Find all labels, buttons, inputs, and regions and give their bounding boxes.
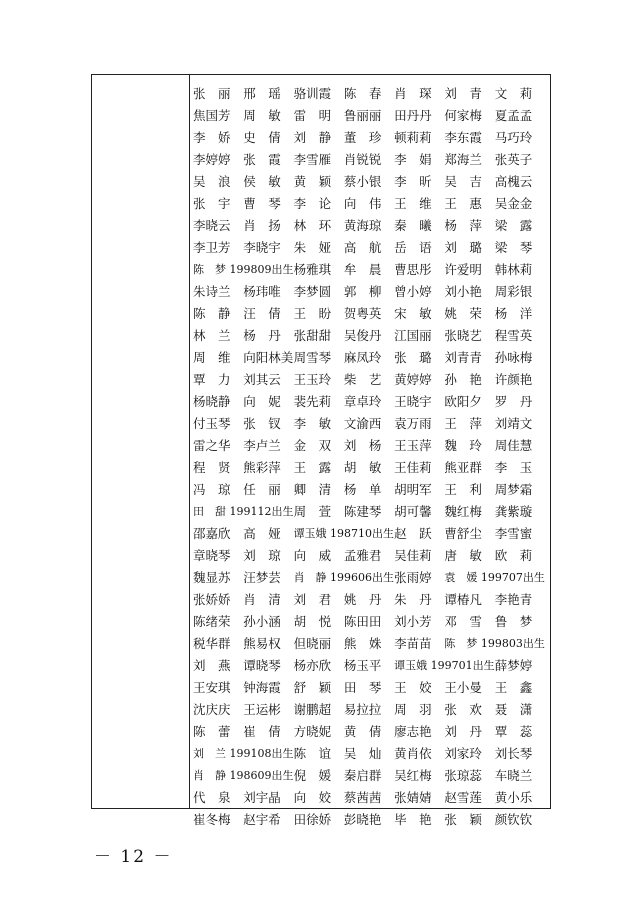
name-cell: 马巧玲 bbox=[494, 130, 533, 145]
name-cell: 张甜甜 bbox=[293, 328, 332, 343]
name-cell: 吴金金 bbox=[494, 196, 533, 211]
name-cell: 李雪雁 bbox=[293, 152, 332, 167]
name-cell: 梁 琴 bbox=[494, 240, 533, 255]
name-cell: 黄海琼 bbox=[343, 218, 382, 233]
name-cell: 覃 蕊 bbox=[494, 724, 533, 739]
name-row bbox=[193, 742, 545, 764]
name-cell: 谭玉娥 198710出生 bbox=[293, 527, 395, 540]
name-cell: 肖 静 198609出生 bbox=[193, 769, 294, 782]
name-cell: 方晓妮 bbox=[293, 724, 332, 739]
name-row bbox=[193, 632, 545, 654]
name-cell: 夏孟孟 bbox=[494, 108, 533, 123]
name-row bbox=[193, 192, 545, 214]
name-cell: 聂 潇 bbox=[494, 702, 533, 717]
name-cell: 胡 敏 bbox=[343, 460, 382, 475]
name-cell: 周 维 bbox=[193, 350, 231, 365]
name-list bbox=[193, 82, 545, 830]
name-cell: 罗 丹 bbox=[494, 394, 533, 409]
name-cell: 黄婷婷 bbox=[394, 372, 432, 387]
name-row bbox=[193, 566, 545, 588]
name-cell: 刘小芳 bbox=[394, 614, 432, 629]
name-cell: 何家梅 bbox=[444, 108, 482, 123]
name-cell: 陈田田 bbox=[343, 614, 382, 629]
name-cell: 张 颖 bbox=[444, 812, 482, 827]
name-cell: 刘 璐 bbox=[444, 240, 482, 255]
name-cell: 文渝西 bbox=[343, 416, 382, 431]
name-cell: 汪 倩 bbox=[243, 306, 281, 321]
name-cell: 陈绪荣 bbox=[193, 614, 231, 629]
name-cell: 卿 清 bbox=[293, 482, 332, 497]
name-cell: 李 娟 bbox=[394, 152, 432, 167]
name-cell: 曹思彤 bbox=[394, 262, 432, 277]
name-row bbox=[193, 456, 545, 478]
name-cell: 向 威 bbox=[293, 548, 332, 563]
name-row bbox=[193, 302, 545, 324]
name-row bbox=[193, 104, 545, 126]
name-cell: 杨 单 bbox=[343, 482, 382, 497]
name-cell: 陈建琴 bbox=[343, 504, 382, 519]
name-cell: 吴俊丹 bbox=[343, 328, 382, 343]
name-cell: 张晓艺 bbox=[444, 328, 482, 343]
name-row bbox=[193, 82, 545, 104]
name-cell: 孟雅君 bbox=[343, 548, 382, 563]
name-cell: 龚紫璇 bbox=[494, 504, 533, 519]
name-cell: 王佳莉 bbox=[394, 460, 432, 475]
name-cell: 周 萱 bbox=[293, 504, 332, 519]
name-cell: 周 敏 bbox=[243, 108, 281, 123]
name-cell: 吴 浪 bbox=[193, 174, 231, 189]
name-cell: 周梦霜 bbox=[494, 482, 533, 497]
name-cell: 廖志艳 bbox=[394, 724, 432, 739]
name-cell: 黄 颖 bbox=[293, 174, 332, 189]
name-cell: 薛梦婷 bbox=[494, 658, 533, 673]
name-cell: 程 贤 bbox=[193, 460, 231, 475]
name-cell: 赵雪莲 bbox=[444, 790, 482, 805]
name-row bbox=[193, 434, 545, 456]
name-cell: 张 钗 bbox=[243, 416, 281, 431]
name-cell: 吴红梅 bbox=[394, 768, 432, 783]
name-cell: 车晓兰 bbox=[494, 768, 533, 783]
name-cell: 崔 倩 bbox=[243, 724, 281, 739]
name-cell: 胡 悦 bbox=[293, 614, 332, 629]
name-cell: 朱 丹 bbox=[394, 592, 432, 607]
name-cell: 李 论 bbox=[293, 196, 332, 211]
name-cell: 易拉拉 bbox=[343, 702, 382, 717]
name-cell: 韩林莉 bbox=[494, 262, 533, 277]
name-cell: 高槐云 bbox=[494, 174, 533, 189]
name-cell: 李 玉 bbox=[494, 460, 533, 475]
name-row bbox=[193, 654, 545, 676]
name-row bbox=[193, 478, 545, 500]
name-cell: 章晓琴 bbox=[193, 548, 231, 563]
name-cell: 田徐娇 bbox=[293, 812, 332, 827]
name-cell: 牟 晨 bbox=[343, 262, 382, 277]
name-cell: 谭晓琴 bbox=[243, 658, 281, 673]
name-cell: 张 丽 bbox=[193, 86, 231, 101]
name-cell: 田 琴 bbox=[343, 680, 382, 695]
name-cell: 欧阳夕 bbox=[444, 394, 482, 409]
name-cell: 陈 梦 199803出生 bbox=[444, 637, 545, 650]
name-cell: 孙小涵 bbox=[243, 614, 281, 629]
name-cell: 王 惠 bbox=[444, 196, 482, 211]
name-cell: 肖 清 bbox=[243, 592, 281, 607]
name-cell: 王 鑫 bbox=[494, 680, 533, 695]
name-cell: 高 航 bbox=[343, 240, 382, 255]
name-cell: 肖 静 199606出生 bbox=[293, 571, 395, 584]
name-cell: 王运彬 bbox=[243, 702, 281, 717]
name-cell: 欧 莉 bbox=[494, 548, 533, 563]
name-row bbox=[193, 280, 545, 302]
name-cell: 袁 媛 199707出生 bbox=[444, 571, 545, 584]
name-cell: 李东霞 bbox=[444, 130, 482, 145]
name-cell: 姚 荣 bbox=[444, 306, 482, 321]
name-cell: 崔冬梅 bbox=[193, 812, 231, 827]
name-cell: 文 莉 bbox=[494, 86, 533, 101]
name-cell: 熊易权 bbox=[243, 636, 281, 651]
name-cell: 谭玉娥 199701出生 bbox=[394, 659, 495, 672]
name-cell: 王玉萍 bbox=[394, 438, 432, 453]
name-cell: 王晓宇 bbox=[394, 394, 432, 409]
name-cell: 贺粤英 bbox=[343, 306, 382, 321]
name-cell: 孙咏梅 bbox=[494, 350, 533, 365]
name-cell: 蔡小银 bbox=[343, 174, 382, 189]
name-cell: 唐 敏 bbox=[444, 548, 482, 563]
name-cell: 沈庆庆 bbox=[193, 702, 231, 717]
name-cell: 魏 玲 bbox=[444, 438, 482, 453]
name-cell: 杨玉平 bbox=[343, 658, 382, 673]
name-cell: 田 甜 199112出生 bbox=[193, 505, 294, 518]
name-cell: 秦启群 bbox=[343, 768, 382, 783]
name-cell: 刘 静 bbox=[293, 130, 332, 145]
name-cell: 刘 杨 bbox=[343, 438, 382, 453]
name-cell: 章卓玲 bbox=[343, 394, 382, 409]
name-cell: 鲁丽丽 bbox=[343, 108, 382, 123]
name-cell: 刘宇晶 bbox=[243, 790, 281, 805]
name-cell: 张 欢 bbox=[444, 702, 482, 717]
name-row bbox=[193, 390, 545, 412]
name-cell: 雷之华 bbox=[193, 438, 231, 453]
name-cell: 麻凤玲 bbox=[343, 350, 382, 365]
name-cell: 李 昕 bbox=[394, 174, 432, 189]
name-cell: 张娇娇 bbox=[193, 592, 231, 607]
name-row bbox=[193, 170, 545, 192]
name-row bbox=[193, 720, 545, 742]
name-cell: 李晓云 bbox=[193, 218, 231, 233]
name-cell: 陈 梦 199809出生 bbox=[193, 263, 294, 276]
name-cell: 林 环 bbox=[293, 218, 332, 233]
name-cell: 李 敏 bbox=[293, 416, 332, 431]
name-row bbox=[193, 500, 545, 522]
name-row bbox=[193, 588, 545, 610]
name-cell: 李雪蜜 bbox=[494, 526, 533, 541]
name-cell: 倪 媛 bbox=[293, 768, 332, 783]
name-row bbox=[193, 148, 545, 170]
name-cell: 雷 明 bbox=[293, 108, 332, 123]
name-cell: 侯 敏 bbox=[243, 174, 281, 189]
name-cell: 程雪英 bbox=[494, 328, 533, 343]
name-cell: 熊彩萍 bbox=[243, 460, 281, 475]
name-cell: 李卢兰 bbox=[243, 438, 281, 453]
name-cell: 王玉玲 bbox=[293, 372, 332, 387]
name-cell: 刘靖文 bbox=[494, 416, 533, 431]
name-cell: 刘青青 bbox=[444, 350, 482, 365]
name-cell: 毕 艳 bbox=[394, 812, 432, 827]
name-cell: 杨 萍 bbox=[444, 218, 482, 233]
name-row bbox=[193, 236, 545, 258]
table-column-divider bbox=[189, 75, 190, 808]
name-cell: 李艳青 bbox=[494, 592, 533, 607]
name-row bbox=[193, 610, 545, 632]
name-cell: 熊亚群 bbox=[444, 460, 482, 475]
name-cell: 刘 燕 bbox=[193, 658, 231, 673]
name-cell: 梁 露 bbox=[494, 218, 533, 233]
name-cell: 陈 谊 bbox=[293, 746, 332, 761]
name-cell: 焦国芳 bbox=[193, 108, 231, 123]
name-cell: 周雪琴 bbox=[293, 350, 332, 365]
name-cell: 杨晓静 bbox=[193, 394, 231, 409]
name-cell: 郑海兰 bbox=[444, 152, 482, 167]
name-cell: 税华群 bbox=[193, 636, 231, 651]
name-cell: 魏红梅 bbox=[444, 504, 482, 519]
name-cell: 刘 青 bbox=[444, 86, 482, 101]
name-cell: 张婧婧 bbox=[394, 790, 432, 805]
name-cell: 曹舒尘 bbox=[444, 526, 482, 541]
name-cell: 周彩银 bbox=[494, 284, 533, 299]
name-cell: 刘 君 bbox=[293, 592, 332, 607]
name-cell: 谢鹏超 bbox=[293, 702, 332, 717]
name-cell: 吴佳莉 bbox=[394, 548, 432, 563]
name-cell: 田丹丹 bbox=[394, 108, 432, 123]
name-cell: 林 兰 bbox=[193, 328, 231, 343]
name-cell: 张 宇 bbox=[193, 196, 231, 211]
name-cell: 熊 姝 bbox=[343, 636, 382, 651]
name-cell: 杨雅琪 bbox=[293, 262, 332, 277]
name-cell: 张 霞 bbox=[243, 152, 281, 167]
name-cell: 赵宇希 bbox=[243, 812, 281, 827]
name-cell: 杨玮唯 bbox=[243, 284, 281, 299]
name-cell: 刘小艳 bbox=[444, 284, 482, 299]
name-cell: 向 妮 bbox=[243, 394, 281, 409]
name-cell: 杨 丹 bbox=[243, 328, 281, 343]
name-cell: 胡明军 bbox=[394, 482, 432, 497]
name-cell: 王 盼 bbox=[293, 306, 332, 321]
name-cell: 李婷婷 bbox=[193, 152, 231, 167]
name-row bbox=[193, 808, 545, 830]
name-cell: 姚 丹 bbox=[343, 592, 382, 607]
name-cell: 黄 倩 bbox=[343, 724, 382, 739]
name-cell: 向 姣 bbox=[293, 790, 332, 805]
name-cell: 刘 兰 199108出生 bbox=[193, 747, 294, 760]
name-cell: 邵嘉欣 bbox=[193, 526, 231, 541]
name-cell: 张雨婷 bbox=[394, 570, 432, 585]
name-cell: 杨亦欣 bbox=[293, 658, 332, 673]
name-cell: 刘其云 bbox=[243, 372, 281, 387]
name-cell: 向阳林美 bbox=[243, 350, 294, 365]
name-cell: 王 露 bbox=[293, 460, 332, 475]
name-cell: 陈 静 bbox=[193, 306, 231, 321]
name-row bbox=[193, 676, 545, 698]
name-cell: 吴 灿 bbox=[343, 746, 382, 761]
name-cell: 袁万雨 bbox=[394, 416, 432, 431]
name-cell: 李晓宇 bbox=[243, 240, 281, 255]
name-cell: 王 利 bbox=[444, 482, 482, 497]
name-cell: 郭 柳 bbox=[343, 284, 382, 299]
name-cell: 钟海霞 bbox=[243, 680, 281, 695]
name-cell: 周佳慧 bbox=[494, 438, 533, 453]
name-cell: 向 伟 bbox=[343, 196, 382, 211]
name-cell: 蔡茜茜 bbox=[343, 790, 382, 805]
name-row bbox=[193, 324, 545, 346]
name-cell: 刘家玲 bbox=[444, 746, 482, 761]
name-cell: 董 珍 bbox=[343, 130, 382, 145]
name-cell: 魏显苏 bbox=[193, 570, 231, 585]
name-cell: 陈 春 bbox=[343, 86, 382, 101]
name-cell: 鲁 梦 bbox=[494, 614, 533, 629]
name-cell: 刘 琼 bbox=[243, 548, 281, 563]
name-cell: 岳 语 bbox=[394, 240, 432, 255]
name-cell: 张 璐 bbox=[394, 350, 432, 365]
name-cell: 骆训霞 bbox=[293, 86, 332, 101]
name-row bbox=[193, 544, 545, 566]
name-cell: 彭晓艳 bbox=[343, 812, 382, 827]
name-cell: 肖锐锐 bbox=[343, 152, 382, 167]
name-cell: 李 娇 bbox=[193, 130, 231, 145]
name-row bbox=[193, 698, 545, 720]
name-cell: 谭椿凡 bbox=[444, 592, 482, 607]
name-cell: 陈 蕾 bbox=[193, 724, 231, 739]
name-cell: 王安琪 bbox=[193, 680, 231, 695]
name-cell: 朱 娅 bbox=[293, 240, 332, 255]
name-cell: 曾小婷 bbox=[394, 284, 432, 299]
name-row bbox=[193, 126, 545, 148]
name-cell: 李梦圆 bbox=[293, 284, 332, 299]
name-cell: 黄肖依 bbox=[394, 746, 432, 761]
name-cell: 江国丽 bbox=[394, 328, 432, 343]
name-cell: 王 萍 bbox=[444, 416, 482, 431]
name-cell: 朱诗兰 bbox=[193, 284, 231, 299]
name-cell: 曹 琴 bbox=[243, 196, 281, 211]
name-row bbox=[193, 522, 545, 544]
name-cell: 颜钦钦 bbox=[494, 812, 533, 827]
name-cell: 邓 雪 bbox=[444, 614, 482, 629]
name-cell: 肖 琛 bbox=[394, 86, 432, 101]
name-cell: 周 羽 bbox=[394, 702, 432, 717]
name-row bbox=[193, 258, 545, 280]
name-cell: 邢 瑶 bbox=[243, 86, 281, 101]
name-cell: 杨 洋 bbox=[494, 306, 533, 321]
name-cell: 史 倩 bbox=[243, 130, 281, 145]
page-number: － 12 － bbox=[94, 847, 173, 867]
name-cell: 覃 力 bbox=[193, 372, 231, 387]
name-cell: 宋 敏 bbox=[394, 306, 432, 321]
name-cell: 高 娅 bbox=[243, 526, 281, 541]
name-row bbox=[193, 214, 545, 236]
name-cell: 孙 艳 bbox=[444, 372, 482, 387]
name-cell: 许爱明 bbox=[444, 262, 482, 277]
name-cell: 李卫芳 bbox=[193, 240, 231, 255]
name-cell: 裴先莉 bbox=[293, 394, 332, 409]
name-cell: 秦 曦 bbox=[394, 218, 432, 233]
name-cell: 刘长琴 bbox=[494, 746, 533, 761]
name-cell: 金 双 bbox=[293, 438, 332, 453]
name-cell: 赵 跃 bbox=[394, 526, 432, 541]
name-row bbox=[193, 346, 545, 368]
name-cell: 张琼蕊 bbox=[444, 768, 482, 783]
name-cell: 舒 颖 bbox=[293, 680, 332, 695]
name-cell: 许颜艳 bbox=[494, 372, 533, 387]
name-cell: 冯 琼 bbox=[193, 482, 231, 497]
name-cell: 王小曼 bbox=[444, 680, 482, 695]
name-cell: 王 姣 bbox=[394, 680, 432, 695]
name-row bbox=[193, 764, 545, 786]
name-cell: 汪梦芸 bbox=[243, 570, 281, 585]
name-cell: 王 维 bbox=[394, 196, 432, 211]
name-cell: 但晓丽 bbox=[293, 636, 332, 651]
name-cell: 柴 艺 bbox=[343, 372, 382, 387]
name-cell: 肖 扬 bbox=[243, 218, 281, 233]
name-row bbox=[193, 368, 545, 390]
name-cell: 付玉琴 bbox=[193, 416, 231, 431]
name-cell: 胡可馨 bbox=[394, 504, 432, 519]
name-cell: 黄小乐 bbox=[494, 790, 533, 805]
name-cell: 刘 丹 bbox=[444, 724, 482, 739]
name-cell: 顿莉莉 bbox=[394, 130, 432, 145]
name-row bbox=[193, 786, 545, 808]
name-cell: 代 泉 bbox=[193, 790, 231, 805]
name-cell: 任 丽 bbox=[243, 482, 281, 497]
name-row bbox=[193, 412, 545, 434]
name-cell: 张英子 bbox=[494, 152, 533, 167]
name-cell: 吴 吉 bbox=[444, 174, 482, 189]
name-cell: 李苗苗 bbox=[394, 636, 432, 651]
